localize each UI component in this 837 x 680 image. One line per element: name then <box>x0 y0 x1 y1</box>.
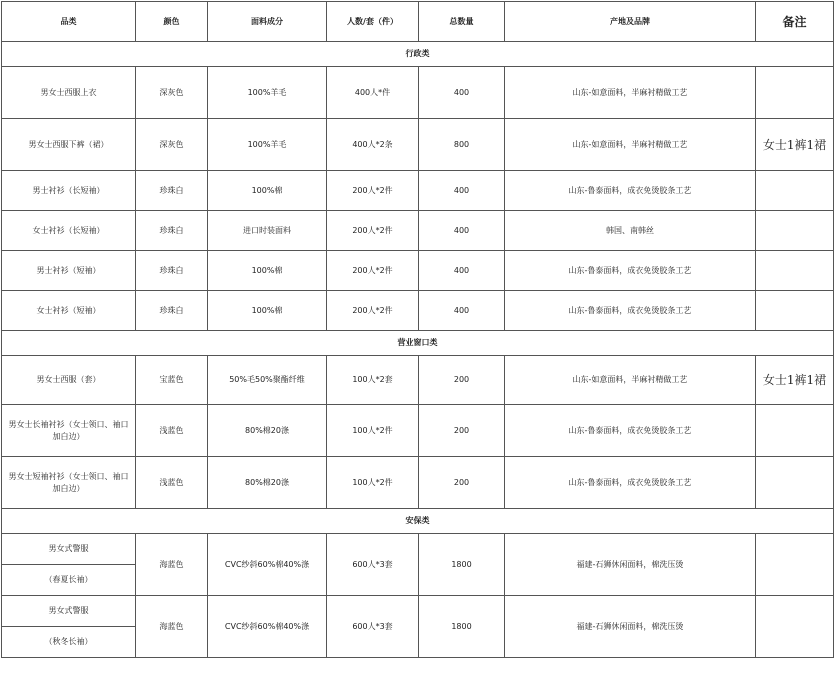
cell-total: 400 <box>419 211 505 251</box>
cell-color: 珍珠白 <box>136 251 208 291</box>
cell-fabric: 80%棉20涤 <box>208 457 327 509</box>
cell-fabric: 100%羊毛 <box>208 67 327 119</box>
cell-color: 海蓝色 <box>136 534 208 596</box>
header-people: 人数/套（件） <box>327 2 419 42</box>
section-row <box>2 331 834 356</box>
cell-total: 400 <box>419 251 505 291</box>
cell-fabric: 50%毛50%聚酯纤维 <box>208 356 327 405</box>
cell-fabric: 100%棉 <box>208 171 327 211</box>
table-row <box>2 291 834 331</box>
cell-total: 400 <box>419 171 505 211</box>
cell-people: 200人*2件 <box>327 251 419 291</box>
cell-people: 200人*2件 <box>327 211 419 251</box>
header-origin: 产地及品牌 <box>505 2 756 42</box>
header-category: 品类 <box>2 2 136 42</box>
cell-category: 男女士长袖衬衫（女士领口、袖口加白边） <box>2 405 136 457</box>
cell-category: 男士衬衫（长短袖） <box>2 171 136 211</box>
cell-note <box>756 405 834 457</box>
table-row <box>2 596 834 627</box>
cell-people: 600人*3套 <box>327 534 419 596</box>
cell-category: 男女式警服 <box>2 596 136 627</box>
cell-color: 深灰色 <box>136 67 208 119</box>
table-row <box>2 67 834 119</box>
cell-origin: 山东-鲁泰面料，成衣免烫胶条工艺 <box>505 291 756 331</box>
cell-category: 男女士西服下裤（裙） <box>2 119 136 171</box>
cell-note <box>756 67 834 119</box>
cell-people: 200人*2件 <box>327 171 419 211</box>
cell-people: 400人*件 <box>327 67 419 119</box>
cell-color: 浅蓝色 <box>136 405 208 457</box>
table-row <box>2 405 834 457</box>
cell-total: 1800 <box>419 534 505 596</box>
cell-note <box>756 534 834 596</box>
cell-category: 男女士西服上衣 <box>2 67 136 119</box>
cell-fabric: 100%羊毛 <box>208 119 327 171</box>
cell-fabric: 100%棉 <box>208 291 327 331</box>
cell-color: 海蓝色 <box>136 596 208 658</box>
section-title-security: 安保类 <box>2 509 834 534</box>
cell-people: 600人*3套 <box>327 596 419 658</box>
cell-fabric: 80%棉20涤 <box>208 405 327 457</box>
cell-origin: 山东-鲁泰面料，成衣免烫胶条工艺 <box>505 251 756 291</box>
cell-total: 200 <box>419 356 505 405</box>
cell-total: 400 <box>419 67 505 119</box>
cell-total: 400 <box>419 291 505 331</box>
cell-note <box>756 596 834 658</box>
table-row <box>2 356 834 405</box>
cell-category: 男士衬衫（短袖） <box>2 251 136 291</box>
cell-people: 400人*2条 <box>327 119 419 171</box>
cell-origin: 山东-如意面料，半麻衬精做工艺 <box>505 67 756 119</box>
cell-category: 女士衬衫（长短袖） <box>2 211 136 251</box>
cell-origin: 山东-鲁泰面料，成衣免烫胶条工艺 <box>505 405 756 457</box>
cell-fabric: 进口时装面料 <box>208 211 327 251</box>
cell-category-sub: （春夏长袖） <box>2 565 136 596</box>
cell-note: 女士1裤1裙 <box>756 119 834 171</box>
section-title-admin: 行政类 <box>2 42 834 67</box>
cell-note <box>756 171 834 211</box>
cell-people: 100人*2件 <box>327 405 419 457</box>
cell-category: 男女士短袖衬衫（女士领口、袖口加白边） <box>2 457 136 509</box>
cell-origin: 山东-如意面料，半麻衬精做工艺 <box>505 356 756 405</box>
cell-note: 女士1裤1裙 <box>756 356 834 405</box>
cell-note <box>756 291 834 331</box>
table-row <box>2 211 834 251</box>
cell-color: 珍珠白 <box>136 211 208 251</box>
cell-total: 1800 <box>419 596 505 658</box>
cell-total: 800 <box>419 119 505 171</box>
table-row <box>2 534 834 565</box>
cell-category: 男女式警服 <box>2 534 136 565</box>
cell-total: 200 <box>419 457 505 509</box>
cell-origin: 福建-石狮休闲面料，棉洗压烫 <box>505 534 756 596</box>
section-row <box>2 42 834 67</box>
cell-origin: 山东-鲁泰面料，成衣免烫胶条工艺 <box>505 171 756 211</box>
cell-origin: 韩国、南韩丝 <box>505 211 756 251</box>
cell-people: 100人*2件 <box>327 457 419 509</box>
header-note: 备注 <box>756 2 834 42</box>
cell-category-sub: （秋冬长袖） <box>2 627 136 658</box>
table-row <box>2 251 834 291</box>
cell-total: 200 <box>419 405 505 457</box>
cell-color: 浅蓝色 <box>136 457 208 509</box>
table-row <box>2 119 834 171</box>
cell-fabric: CVC纱斜60%棉40%涤 <box>208 534 327 596</box>
cell-fabric: 100%棉 <box>208 251 327 291</box>
cell-note <box>756 251 834 291</box>
cell-color: 深灰色 <box>136 119 208 171</box>
header-total: 总数量 <box>419 2 505 42</box>
header-color: 颜色 <box>136 2 208 42</box>
section-title-service-window: 营业窗口类 <box>2 331 834 356</box>
header-fabric: 面料成分 <box>208 2 327 42</box>
table-row <box>2 457 834 509</box>
cell-category: 男女士西服（套） <box>2 356 136 405</box>
cell-note <box>756 211 834 251</box>
cell-people: 200人*2件 <box>327 291 419 331</box>
cell-color: 珍珠白 <box>136 171 208 211</box>
table-row <box>2 171 834 211</box>
section-row <box>2 509 834 534</box>
cell-origin: 山东-如意面料，半麻衬精做工艺 <box>505 119 756 171</box>
cell-color: 珍珠白 <box>136 291 208 331</box>
cell-category: 女士衬衫（短袖） <box>2 291 136 331</box>
header-row <box>2 2 834 42</box>
cell-note <box>756 457 834 509</box>
cell-origin: 福建-石狮休闲面料，棉洗压烫 <box>505 596 756 658</box>
cell-people: 100人*2套 <box>327 356 419 405</box>
cell-fabric: CVC纱斜60%棉40%涤 <box>208 596 327 658</box>
cell-color: 宝蓝色 <box>136 356 208 405</box>
cell-origin: 山东-鲁泰面料，成衣免烫胶条工艺 <box>505 457 756 509</box>
uniform-spec-table <box>1 1 834 658</box>
